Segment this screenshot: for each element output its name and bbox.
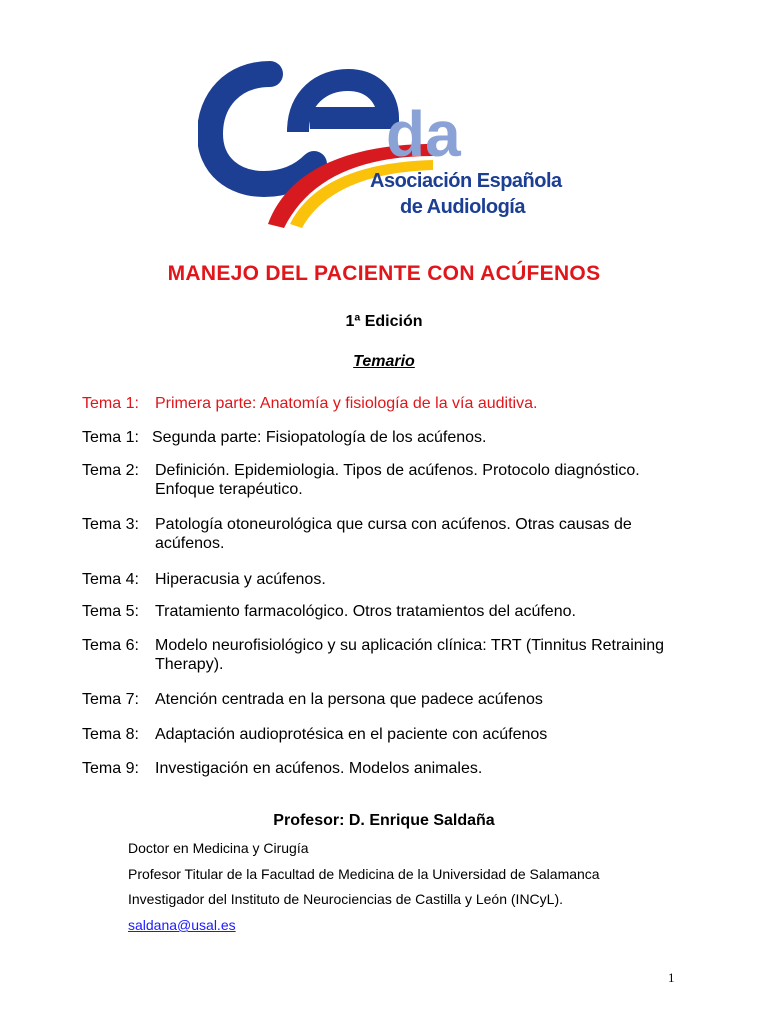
topic-label: Tema 2:: [82, 462, 139, 479]
topic-label: Tema 7:: [82, 691, 139, 708]
logo-org-line2: de Audiología: [400, 196, 525, 218]
professor-heading: Profesor: D. Enrique Saldaña: [273, 812, 495, 829]
professor-position: Profesor Titular de la Facultad de Medicina de la Universidad de Salamanca: [128, 866, 600, 882]
topic-text: Modelo neurofisiológico y su aplicación clínica: TRT (Tinnitus Retraining Therapy).: [155, 637, 664, 673]
topic-item-3: [82, 515, 692, 553]
topic-item-1a: [82, 394, 692, 413]
topic-label: Tema 9:: [82, 760, 139, 777]
topic-label: Tema 8:: [82, 726, 139, 743]
topic-label: Tema 1:: [82, 395, 139, 412]
topic-item-2: [82, 461, 692, 499]
page-number: 1: [668, 970, 675, 985]
topic-label: Tema 5:: [82, 603, 139, 620]
document-title: MANEJO DEL PACIENTE CON ACÚFENOS: [167, 262, 601, 285]
topic-text: Definición. Epidemiologia. Tipos de acúfenos. Protocolo diagnóstico. Enfoque terapéutico.: [155, 462, 640, 498]
topic-text: Atención centrada en la persona que padece acúfenos: [155, 691, 543, 708]
topic-item-1b: [82, 428, 692, 447]
topic-text: Investigación en acúfenos. Modelos animales.: [155, 760, 483, 777]
topic-text: Tratamiento farmacológico. Otros tratamientos del acúfeno.: [155, 603, 576, 620]
topic-label: Tema 3:: [82, 516, 139, 533]
temario-label: Temario: [353, 353, 415, 370]
topic-item-5: [82, 602, 692, 621]
professor-degree: Doctor en Medicina y Cirugía: [128, 840, 309, 856]
topic-item-8: [82, 725, 692, 744]
topic-text: Patología otoneurológica que cursa con acúfenos. Otras causas de acúfenos.: [155, 516, 632, 552]
topic-item-9: [82, 759, 692, 778]
topic-item-7: [82, 690, 692, 709]
topic-item-4: [82, 570, 692, 589]
topic-item-6: [82, 636, 692, 674]
professor-email-link[interactable]: saldana@usal.es: [128, 917, 236, 933]
topic-text: Hiperacusia y acúfenos.: [155, 571, 326, 588]
topic-text: Primera parte: Anatomía y fisiología de la vía auditiva.: [155, 395, 538, 412]
svg-text:da: da: [386, 98, 461, 170]
professor-affiliation: Investigador del Instituto de Neurociencias de Castilla y León (INCyL).: [128, 891, 563, 907]
aeda-logo: [198, 52, 562, 242]
temario-heading: [0, 353, 768, 371]
topic-label: Tema 4:: [82, 571, 139, 588]
topic-label: Tema 6:: [82, 637, 139, 654]
topic-text: Adaptación audioprotésica en el paciente con acúfenos: [155, 726, 548, 743]
topic-text: Segunda parte: Fisiopatología de los acúfenos.: [152, 429, 487, 446]
edition: 1ª Edición: [345, 313, 423, 330]
topic-label: Tema 1:: [82, 429, 139, 446]
logo-org-line1: Asociación Española: [370, 170, 562, 192]
